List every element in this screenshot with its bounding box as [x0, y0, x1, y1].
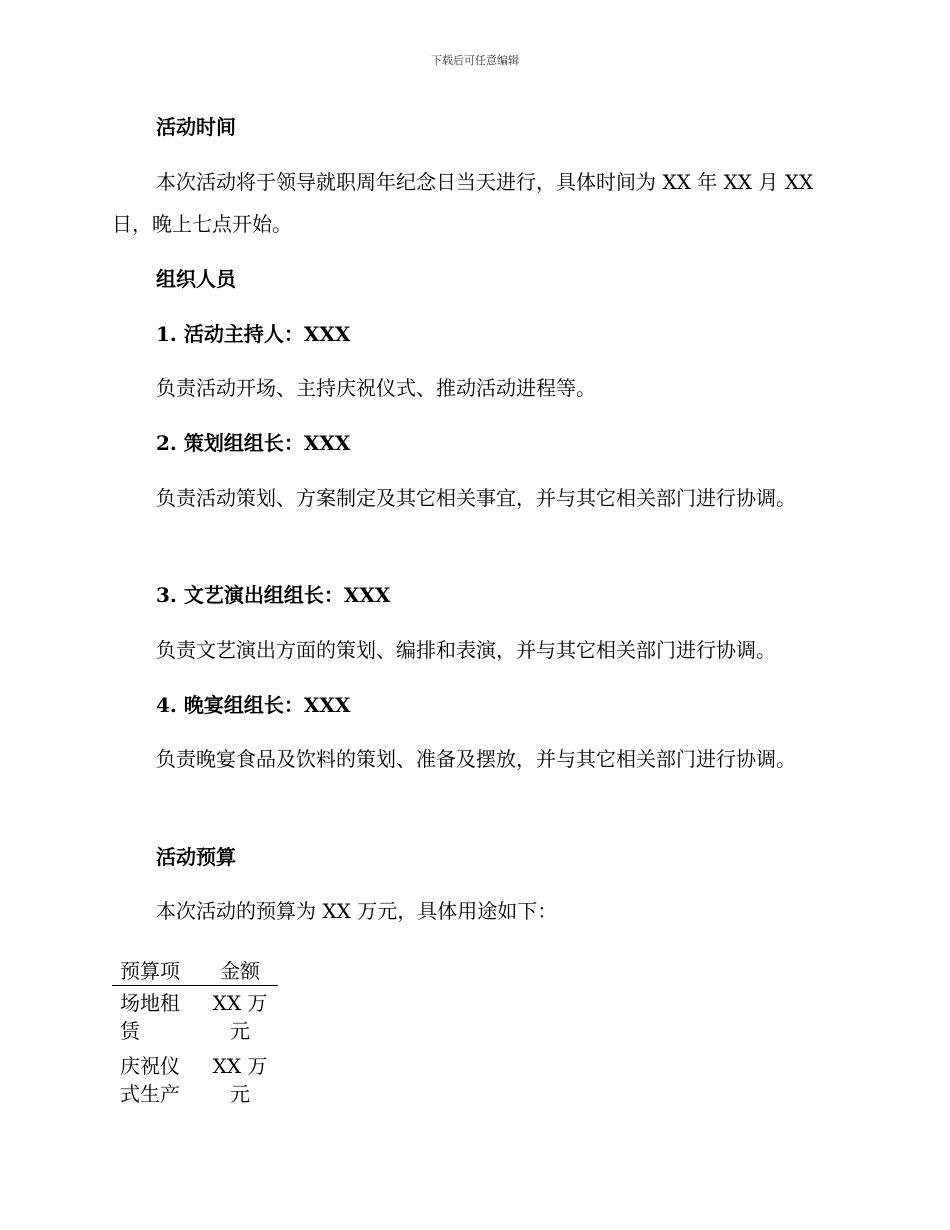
budget-item-ceremony: 庆祝仪式生产: [120, 1054, 180, 1106]
role-title-host: 1. 活动主持人：XXX: [156, 322, 351, 346]
role-title-planning-lead: 2. 策划组组长：XXX: [156, 431, 351, 455]
table-row: [112, 986, 278, 1050]
heading-organizers: 组织人员: [156, 267, 236, 291]
paragraph-budget: 本次活动的预算为 XX 万元，具体用途如下：: [156, 899, 558, 923]
budget-amount-ceremony: XX 万元: [212, 1054, 268, 1106]
budget-table: [112, 954, 278, 1112]
budget-amount-venue: XX 万元: [212, 991, 268, 1043]
role-desc-banquet-lead: 负责晚宴食品及饮料的策划、准备及摆放，并与其它相关部门进行协调。: [156, 747, 796, 771]
page-header-note: 下载后可任意编辑: [431, 54, 519, 67]
budget-col-header-amount: 金额: [202, 954, 278, 986]
role-desc-performance-lead: 负责文艺演出方面的策划、编排和表演，并与其它相关部门进行协调。: [156, 638, 776, 662]
paragraph-activity-time: 本次活动将于领导就职周年纪念日当天进行，具体时间为 XX 年 XX 月 XX 日，晚上七点开始。: [112, 170, 814, 236]
budget-item-venue: 场地租赁: [120, 991, 180, 1043]
role-desc-planning-lead: 负责活动策划、方案制定及其它相关事宜，并与其它相关部门进行协调。: [156, 486, 796, 510]
role-title-banquet-lead: 4. 晚宴组组长：XXX: [156, 693, 351, 717]
budget-col-header-item: 预算项: [112, 954, 202, 986]
role-title-performance-lead: 3. 文艺演出组组长：XXX: [156, 583, 391, 607]
heading-budget: 活动预算: [156, 845, 236, 869]
role-desc-host: 负责活动开场、主持庆祝仪式、推动活动进程等。: [156, 376, 596, 400]
table-row: [112, 1049, 278, 1112]
heading-activity-time: 活动时间: [156, 115, 236, 139]
budget-table-header-row: [112, 954, 278, 986]
